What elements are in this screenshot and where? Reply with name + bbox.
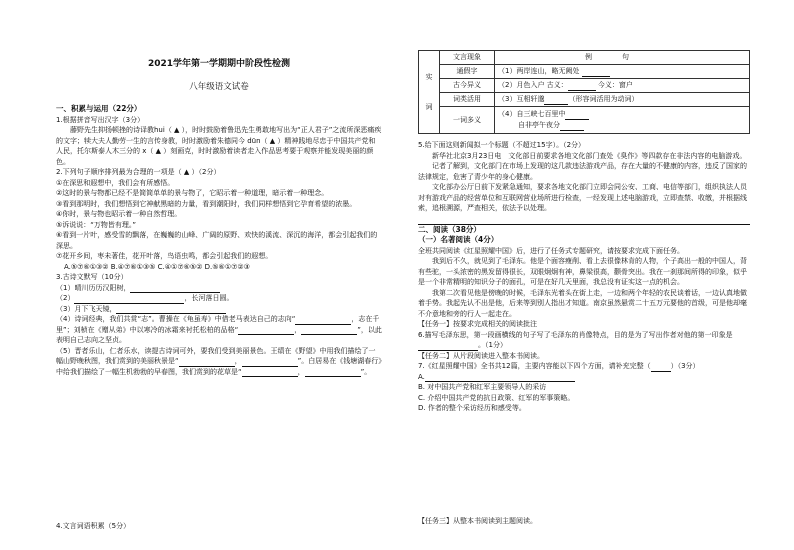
news-paragraph: 记者了解到，文化部门在市场上发现的这几款违法游戏产品，存在大量的不健康的内容，违反了国家的法律规定，危害了青少年的身心健康。 — [418, 162, 747, 181]
task-heading: 【任务二】从片段阅读进入整本书阅读。 — [418, 351, 544, 360]
table-row: 通假字 （1）两岸连山，略无阙处 — [419, 65, 750, 79]
q2-item: ①在深思和遐想中，我们会有所感悟。 — [56, 178, 175, 187]
option-a: A. — [418, 372, 750, 383]
q2-item: ⑤诉说说：“万物皆有理。” — [56, 220, 137, 229]
answer-blank[interactable] — [116, 305, 226, 314]
answer-line[interactable] — [418, 214, 750, 225]
q2-item: ②这时的景与物都已经不是简简单单的景与物了，它昭示着一种道理，暗示着一种理念。 — [56, 189, 329, 197]
q3-line-1: （1）晴川历历汉阳树， — [56, 283, 382, 294]
question-7: 7.《红星照耀中国》全书共12篇，主要内容能以下四个方面，请补充完整（ ）（3分） — [418, 362, 700, 370]
news-paragraph: 新华社北京3月23日电 文化部日前要求各地文化部门查处《臭作》等四款存在非法内容的电脑游戏。 — [432, 151, 747, 160]
subsection-heading: （一）名著阅读（4分） — [418, 235, 499, 244]
news-paragraph: 文化部办公厅日前下发紧急通知，要求各地文化部门立即会同公安、工商、电信等部门，组织执法人员对有游戏产品的经营单位和互联网营业场所进行检查，一经发现上述电脑游戏，立即查禁、收缴，并根据线索，追根溯源，严查相关，依法予以处理。 — [418, 183, 747, 212]
question-4: 4.文言词语积累（5分） — [56, 522, 131, 530]
q2-item: ③看到那明时，我们想悟到它神献黑暗的力量，看到潮阳时，我们同样想悟到它孕育希望的浓墨。 — [56, 199, 357, 208]
right-column — [418, 50, 750, 414]
answer-blank[interactable] — [651, 363, 671, 372]
question-6: 6.描写毛泽东思，第一段画横线的句子写了毛泽东的肖像特点，目的是为了写出作者对他的第一印象是。（1分） — [418, 330, 733, 349]
answer-blank[interactable] — [242, 368, 298, 377]
left-column — [56, 104, 382, 377]
answer-blank[interactable] — [305, 368, 361, 377]
table-row: 一词多义 （4）自三峡七百里中 自非亭午夜分 — [419, 107, 750, 134]
question-5: 5.给下面这则新闻拟一个标题（不超过15字）。（2分） — [418, 141, 586, 149]
answer-blank[interactable] — [295, 316, 351, 325]
answer-blank[interactable] — [242, 358, 298, 367]
answer-blank[interactable] — [130, 284, 220, 293]
answer-blank[interactable] — [544, 96, 568, 105]
exam-subtitle: 八年级语文试卷 — [189, 82, 249, 92]
q2-item: ④你时，景与物也昭示着一种自然哲理。 — [56, 210, 182, 218]
q3-line-5: （5）晋者乐山，仁者乐水，读提古诗词可外，要我们受到美丽景色。王绩在《野望》中用我们描绘了一幅山野晚秋图，我们赏到的美丽秋景是“ ， ”。白居易在《钱塘湖春行》中给我们描绘了一幅生机勃勃的早春图，我们赏到的花草是“ ， ”。 — [56, 346, 382, 376]
answer-blank[interactable] — [565, 111, 589, 120]
answer-blank[interactable] — [568, 82, 596, 91]
q2-options: A.⑤⑦⑥①③② B.④⑦⑥①③⑤ C.④①⑦⑥⑤② D.⑤⑥①⑦②③ — [64, 262, 250, 271]
answer-blank[interactable] — [238, 326, 294, 335]
answer-blank[interactable] — [301, 326, 357, 335]
reading-paragraph: 我到后不久，就见到了毛泽东。他是个面容瘦削、看上去很像林肯的人物，个子高出一般的中国人，背有些驼，一头浓密的黑发留得很长，双眼炯炯有神，鼻梁很高，颧骨突出。我在一刹那间所得的印象，似乎是一个非常精明的知识分子的面孔，可是在好几天里面，我总没有证实这一点的机会。 — [418, 257, 747, 286]
answer-blank[interactable] — [179, 358, 235, 367]
classical-words-table — [418, 50, 750, 134]
task-heading: 【任务一】按要求完成相关的阅读批注 — [418, 320, 537, 328]
table-row: 古今异义 （2）月色入户 古义： 今义：窗户 — [419, 79, 750, 93]
q2-item: ⑥看到一片叶，感受雪的飘落，在巍巍的山峰、广阔的原野、欢快的溪流、深沉的海洋，都会引起我们的深思。 — [56, 231, 378, 250]
reading-intro: 全班共同阅读《红星照耀中国》后，进行了任务式专题研究，请按要求完成下面任务。 — [418, 246, 684, 255]
answer-blank[interactable] — [425, 373, 575, 382]
q2-item: ⑦花开乡间，枣未著佳，花开叶落，鸟语虫鸣，都会引起我们的遐想。 — [56, 252, 273, 260]
answer-blank[interactable] — [560, 122, 584, 131]
question-1-text: 藤野先生抑扬顿挫的诗译教hui（ ▲ ），时时鼓励着鲁迅先生勇敢地写出为“正人君子”之流所深恶痛疾的文字；犊大夫人勤劳一生的言传身教，时时激励着朱德同今 dūn（ ▲ ）精神践地尽忠于中国共产党和人民，托尔斯泰人木三分的 x（ ▲ ）刻画克，时时激励着读者走入作品思考要于观察并能发现美丽的颜色。 — [56, 126, 382, 166]
reading-paragraph: 我第二次看见他是傍晚的时候，毛泽东光着头在街上走，一边和两个年轻的农民谈着话，一边认真地做着手势。我起先认不出是他，后来等到别人指出才知道。南京虽然悬赏二十五万元要他的首级，可是他却毫不介意地和旁的行人一起走在。 — [418, 288, 747, 318]
exam-title: 2021学年第一学期期中阶段性检测 — [147, 59, 291, 69]
question-1: 1.根据拼音写出汉字（3分） — [56, 115, 145, 124]
q3-line-3: （3）月下飞天镜， — [56, 304, 382, 315]
table-header: 例句 — [495, 51, 750, 65]
option-b: B. 对中国共产党和红军主要领导人的采访 — [418, 383, 547, 391]
section-heading: 一、积累与运用（22分） — [56, 104, 142, 113]
question-2: 2.下列句子顺序排列最为合理的一项是（ ▲ ）（2分） — [56, 168, 221, 176]
table-row — [419, 51, 750, 65]
side-label: 实 词 — [419, 51, 440, 134]
table-row: 词类活用 （3）互相轩邈 （形容词活用为动词） — [419, 93, 750, 107]
q3-line-2: （2） ，长河落日圆。 — [56, 294, 234, 302]
section-heading: 二、阅读（38分） — [418, 224, 481, 234]
answer-blank[interactable] — [582, 68, 610, 77]
answer-blank[interactable] — [74, 295, 184, 304]
option-c: C. 介绍中国共产党的抗日政策、红军的军事策略。 — [418, 393, 575, 402]
answer-blank[interactable] — [418, 342, 478, 351]
option-d: D. 作者的整个采访经历和感受等。 — [418, 404, 526, 412]
q3-line-4: （4）诗词经典，我们共赏“志”。曹操在《龟虽寿》中借老马表达自己的志向“ ，志在千里”；刘桢在《赠从弟》中以寒冷的冰霜来衬托松柏的品格“ ， ”，以此表明自己志向之坚贞。 — [56, 315, 382, 344]
table-header: 文言现象 — [440, 51, 495, 65]
question-3: 3.古诗文默写（10分） — [56, 273, 128, 281]
task-heading: 【任务三】从整本书阅读到主题阅读。 — [418, 517, 537, 525]
